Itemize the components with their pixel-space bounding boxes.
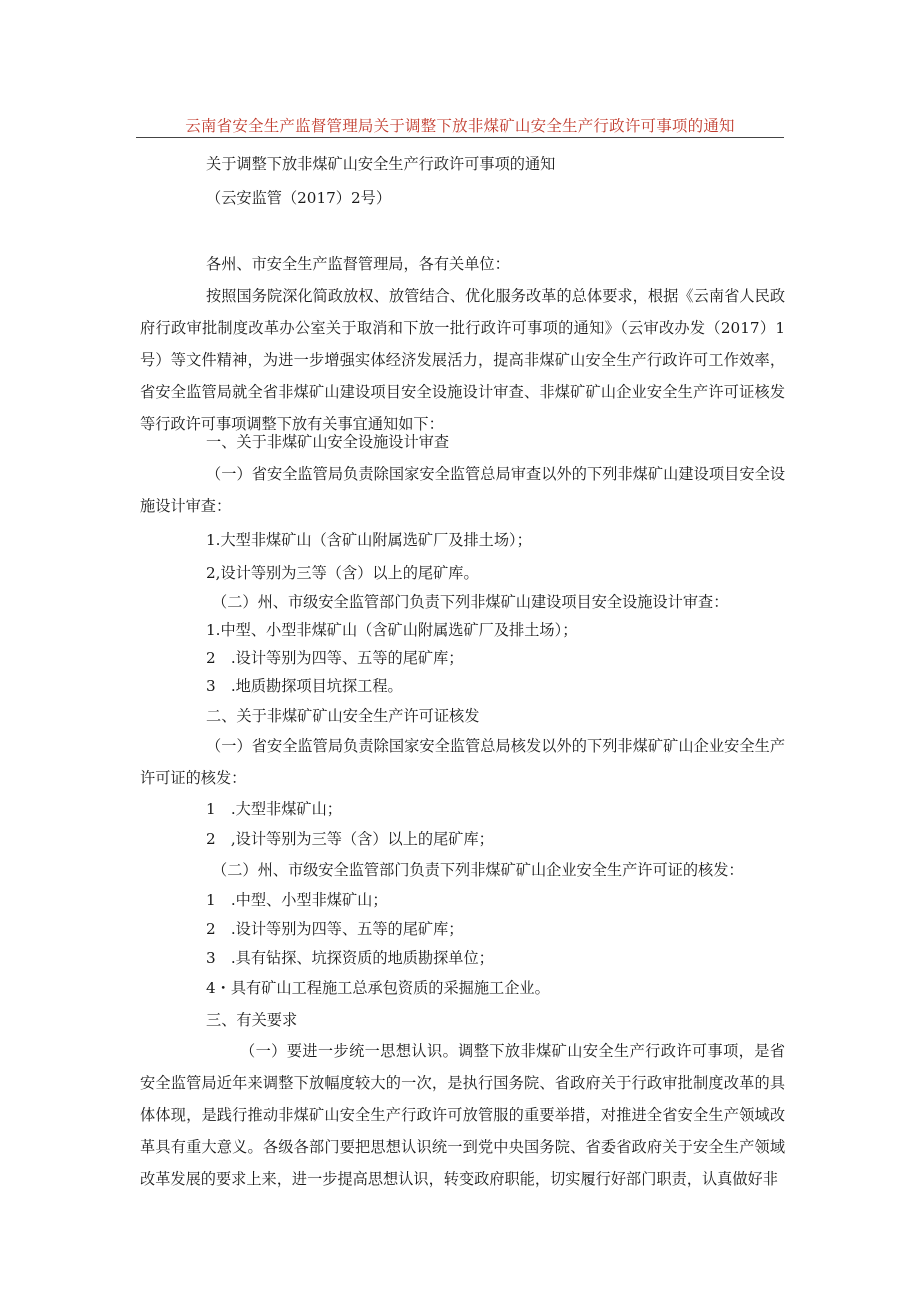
section-2-sub-2: （二）州、市级安全监管部门负责下列非煤矿矿山企业安全生产许可证的核发： (212, 861, 744, 879)
section-2-sub-1: （一）省安全监管局负责除国家安全监管总局核发以外的下列非煤矿矿山企业安全生产许可证的核发： (140, 737, 785, 787)
section-1-sub-2-item: 3 .地质勘探项目坑探工程。 (206, 677, 403, 695)
section-1-sub-1: （一）省安全监管局负责除国家安全监管总局审查以外的下列非煤矿山建设项目安全设施设计审查： (140, 465, 785, 515)
section-1-heading: 一、关于非煤矿山安全设施设计审查 (206, 433, 449, 451)
section-3-heading: 三、有关要求 (206, 1011, 298, 1029)
section-2-sub-2-item: 1 .中型、小型非煤矿山； (206, 891, 388, 909)
title-divider (136, 137, 784, 138)
document-subtitle: 关于调整下放非煤矿山安全生产行政许可事项的通知 (206, 155, 556, 173)
section-3-paragraph-1: （一）要进一步统一思想认识。调整下放非煤矿山安全生产行政许可事项，是省安全监管局近年来调整下放幅度较大的一次，是执行国务院、省政府关于行政审批制度改革的具体体现，是践行推动非煤矿山安全生产行政许可放管服的重要举措，对推进全省安全生产领域改革具有重大意义。各级各部门要把思想认识统一到党中央国务院、省委省政府关于安全生产领域改革发展的要求上来，进一步提高思想认识，转变政府职能，切实履行好部门职责，认真做好非 (140, 1042, 785, 1188)
section-2-sub-2-item: 2 .设计等别为四等、五等的尾矿库； (206, 920, 464, 938)
section-2-sub-1-item: 2 ,设计等别为三等（含）以上的尾矿库； (206, 830, 494, 848)
section-1-sub-2-item: 1.中型、小型非煤矿山（含矿山附属选矿厂及排土场）； (206, 621, 578, 639)
section-2-sub-2-item: 3 .具有钻探、坑探资质的地质勘探单位； (206, 949, 494, 967)
section-1-sub-2: （二）州、市级安全监管部门负责下列非煤矿山建设项目安全设施设计审查： (212, 593, 729, 611)
section-1-sub-2-item: 2 .设计等别为四等、五等的尾矿库； (206, 649, 464, 667)
document-number: （云安监管（2017）2号） (206, 189, 392, 207)
salutation: 各州、市安全生产监督管理局，各有关单位： (206, 255, 510, 273)
section-1-sub-1-item: 1.大型非煤矿山（含矿山附属选矿厂及排土场）； (206, 531, 532, 549)
intro-paragraph: 按照国务院深化简政放权、放管结合、优化服务改革的总体要求，根据《云南省人民政府行政审批制度改革办公室关于取消和下放一批行政许可事项的通知》（云审改办发（2017）1号）等文件精神，为进一步增强实体经济发展活力，提高非煤矿山安全生产行政许可工作效率，省安全监管局就全省非煤矿山建设项目安全设施设计审查、非煤矿矿山企业安全生产许可证核发等行政许可事项调整下放有关事宜通知如下： (140, 287, 785, 433)
page-title: 云南省安全生产监督管理局关于调整下放非煤矿山安全生产行政许可事项的通知 (185, 117, 735, 135)
section-2-sub-2-item: 4・具有矿山工程施工总承包资质的采掘施工企业。 (206, 979, 550, 997)
section-2-sub-1-item: 1 .大型非煤矿山； (206, 800, 342, 818)
section-1-sub-1-item: 2,设计等别为三等（含）以上的尾矿库。 (206, 564, 479, 582)
section-2-heading: 二、关于非煤矿矿山安全生产许可证核发 (206, 707, 480, 725)
